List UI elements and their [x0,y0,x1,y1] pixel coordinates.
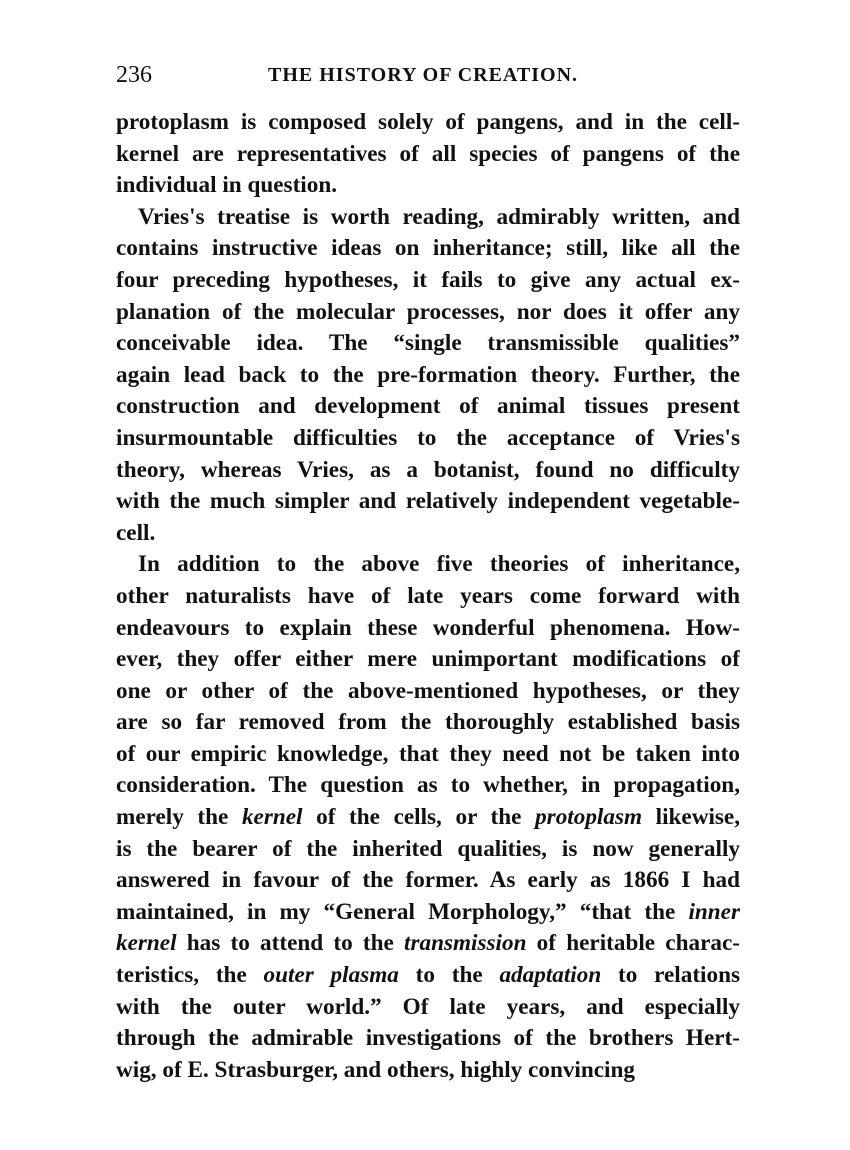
text-line [116,139,740,171]
text-segment: theory, whereas Vries, as a botanist, found no difficulty [116,456,740,483]
text-line [116,423,740,455]
body-text [116,107,740,1086]
italic-text: kernel [241,804,303,831]
text-line [116,297,740,329]
text-segment: of the cells, or the [302,804,536,831]
text-line [116,233,740,265]
text-line [116,455,740,487]
text-line [116,581,740,613]
text-line [116,265,740,297]
text-segment: kernel are representatives of all species of pangens of the [116,140,740,167]
text-segment: has to attend to the [176,930,405,957]
text-segment: planation of the molecular processes, nor does it offer any [116,298,740,325]
text-segment: likewise, [642,804,740,831]
text-segment: consideration. The question as to whether, in propagation, [116,772,740,799]
text-line [116,202,740,234]
italic-text: inner [688,898,740,925]
text-segment: wig, of E. Strasburger, and others, highly convincing [116,1056,635,1083]
text-line [116,391,740,423]
text-line [116,802,740,834]
text-segment: other naturalists have of late years come forward with [116,582,740,609]
text-segment: conceivable idea. The “single transmissible qualities” [116,330,740,357]
italic-text: kernel [116,930,177,957]
italic-text: adaptation [499,962,602,989]
text-segment: to relations [601,962,740,989]
text-line [116,170,740,202]
text-segment: with the much simpler and relatively independent vegetable- [116,488,740,515]
text-segment: is the bearer of the inherited qualities, is now generally [116,835,740,862]
running-title: THE HISTORY OF CREATION. [268,64,579,86]
text-segment: four preceding hypotheses, it fails to give any actual ex- [116,266,740,293]
italic-text: outer plasma [263,962,399,989]
text-line [116,992,740,1024]
text-line [116,865,740,897]
text-line [116,928,740,960]
text-segment: to the [398,962,500,989]
text-segment: with the outer world.” Of late years, and especially [116,993,740,1020]
text-line [116,613,740,645]
text-segment: construction and development of animal tissues present [116,393,740,420]
text-line [116,644,740,676]
text-line [116,360,740,392]
text-line [116,549,740,581]
text-segment: through the admirable investigations of the brothers Hert- [116,1025,740,1052]
text-segment: maintained, in my “General Morphology,” “that the [116,898,689,925]
text-line [116,834,740,866]
text-segment: of our empiric knowledge, that they need not be taken into [116,740,740,767]
italic-text: transmission [404,930,527,957]
text-segment: protoplasm is composed solely of pangens, and in the cell- [116,109,740,135]
text-line [116,739,740,771]
text-segment: one or other of the above-mentioned hypotheses, or they [116,677,740,704]
italic-text: protoplasm [535,804,643,831]
text-segment: of heritable charac- [526,930,740,957]
text-line [116,486,740,518]
running-head [116,60,740,90]
text-segment: again lead back to the pre-formation theory. Further, the [116,361,740,388]
text-segment: are so far removed from the thoroughly established basis [116,709,740,736]
text-line [116,897,740,929]
page-number: 236 [116,62,152,88]
text-line [116,1055,740,1087]
text-segment: Vries's treatise is worth reading, admirably written, and [138,203,740,230]
text-line [116,707,740,739]
text-segment: ever, they offer either mere unimportant modifications of [116,646,740,673]
text-segment: teristics, the [116,962,264,989]
text-segment: merely the [116,804,242,831]
text-segment: insurmountable difficulties to the acceptance of Vries's [116,424,740,451]
text-line [116,960,740,992]
text-line [116,676,740,708]
text-segment: In addition to the above five theories of inheritance, [138,551,740,578]
text-line [116,107,740,139]
text-segment: individual in question. [116,172,338,199]
text-line [116,1023,740,1055]
text-line [116,328,740,360]
text-segment: contains instructive ideas on inheritance; still, like all the [116,235,740,262]
text-line [116,518,740,550]
text-segment: endeavours to explain these wonderful phenomena. How- [116,614,740,641]
text-segment: cell. [116,519,156,546]
text-segment: answered in favour of the former. As early as 1866 I had [116,867,740,894]
text-line [116,770,740,802]
